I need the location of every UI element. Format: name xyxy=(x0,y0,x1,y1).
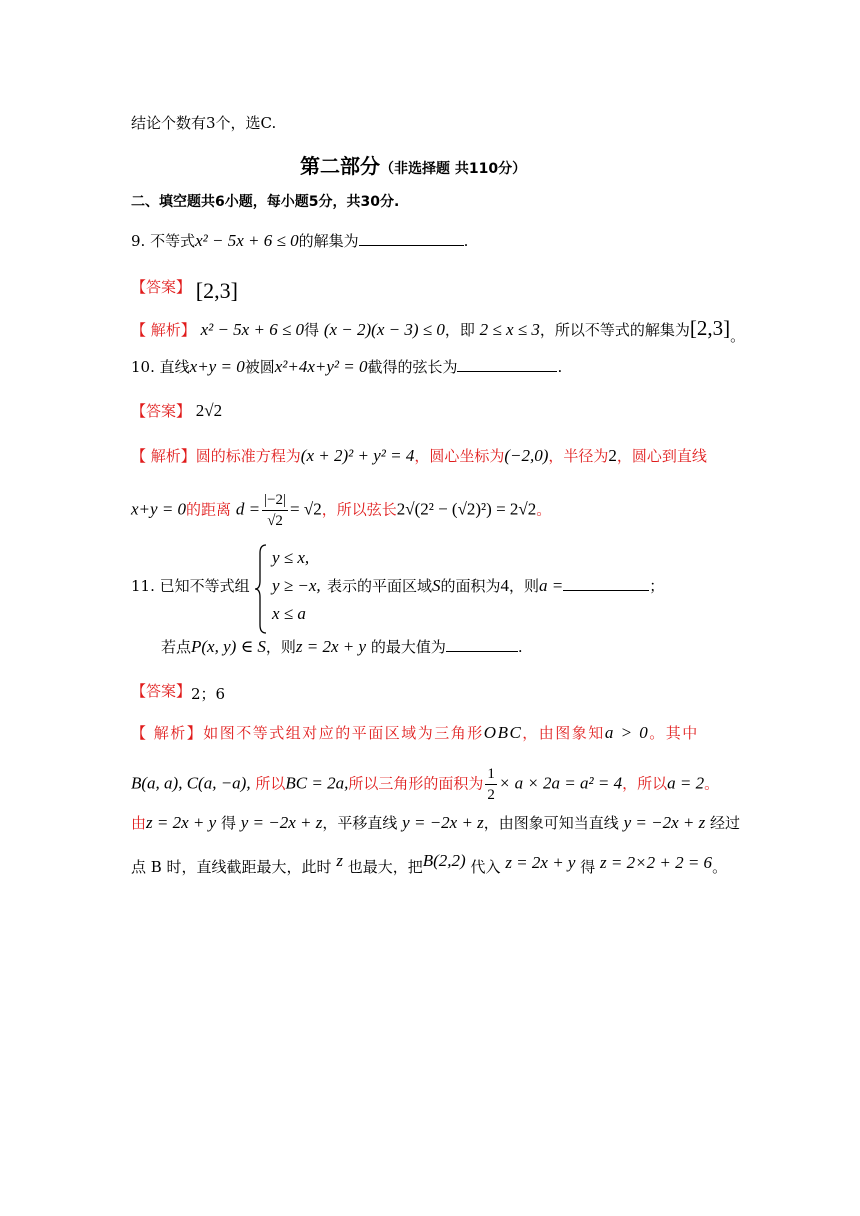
q11-answer-line xyxy=(131,680,225,701)
q10-tail: 截得的弦长为 xyxy=(367,358,458,376)
q10-answer-label: 【答案】 xyxy=(131,402,192,420)
part-title: 第二部分 xyxy=(300,154,380,178)
q10-a1-t4: ，圆心到直线 xyxy=(616,447,707,465)
q9-expr: x² − 5x + 6 ≤ 0 xyxy=(195,231,299,250)
q11-b4-e1: B(2,2) xyxy=(422,851,466,870)
q11-b3-t2: 得 xyxy=(220,814,236,832)
q10-lead: 直线 xyxy=(159,358,190,376)
q10-a1-e1: (x + 2)² + y² = 4 xyxy=(300,446,415,465)
q10-period: . xyxy=(557,358,563,376)
q10-a2-eq: = √2 xyxy=(290,499,322,519)
q10-a2-d: d = xyxy=(235,499,261,519)
q10-answer-line xyxy=(131,400,222,421)
q11-analysis-line1 xyxy=(131,722,699,743)
q9-answer: [2,3] xyxy=(195,278,238,303)
section-header: 二、填空题共6小题，每小题5分，共30分. xyxy=(131,194,400,210)
q11-period: . xyxy=(517,638,523,656)
q11-b1-t2: ，由图象知 xyxy=(522,724,605,742)
q9-analysis-end: 。 xyxy=(730,327,746,345)
q11-b4-t1: 点 B 时，直线截距最大，此时 xyxy=(131,858,332,876)
q10-a2-e1: x+y = 0 xyxy=(131,499,187,519)
q11-b1-t3: 。其中 xyxy=(649,724,699,742)
q11-answer-blank-1 xyxy=(563,576,649,591)
q10-a2-t2: ，所以弦长 xyxy=(321,500,397,519)
q11-b2-e2: BC = 2a, xyxy=(285,773,349,793)
q11-b2-end: 。 xyxy=(704,774,720,793)
question-11 xyxy=(131,575,250,596)
question-9: 9. 不等式x² − 5x + 6 ≤ 0的解集为 . xyxy=(131,231,469,250)
q11-b2-t2: 所以三角形的面积为 xyxy=(348,774,484,793)
q10-answer: 2√2 xyxy=(195,401,223,420)
q10-a2-den: √2 xyxy=(267,513,283,529)
q9-answer-blank xyxy=(359,231,464,246)
q11-tail2: 的面积为 xyxy=(440,577,501,595)
q11-answer-label: 【答案】 xyxy=(131,682,192,700)
q10-a1-e3: 2 xyxy=(608,446,617,465)
q11-b3-t5: 经过 xyxy=(710,814,741,832)
q10-a1-t1: 圆的标准方程为 xyxy=(195,447,301,465)
q11-number: 11. xyxy=(131,577,155,595)
part-subtitle: （非选择题 共110分） xyxy=(380,161,527,177)
q9-answer-label: 【答案】 xyxy=(131,278,192,296)
q11-b2-den: 2 xyxy=(487,787,495,803)
q11-b2-e1: B(a, a), C(a, −a), xyxy=(131,773,251,793)
previous-conclusion: 结论个数有3个，选C. xyxy=(131,114,277,132)
q11-four: 4 xyxy=(500,576,510,595)
q11-b2-e3: × a × 2a = a² = 4 xyxy=(498,773,623,793)
part-heading xyxy=(300,150,526,179)
q10-distance-fraction xyxy=(262,490,288,531)
q11-b1-t1: 如图不等式组对应的平面区域为三角形 xyxy=(203,724,484,742)
q11-b2-t3: ，所以 xyxy=(622,774,668,793)
q9-analysis xyxy=(131,316,746,345)
q9-analysis-label: 【 解析】 xyxy=(131,321,196,339)
q11-b1-OBC: OBC xyxy=(483,723,523,742)
system-row-3: x ≤ a xyxy=(272,604,306,623)
q9-analysis-expr3: 2 ≤ x ≤ 3 xyxy=(479,320,540,339)
q10-a1-t3: ，半径为 xyxy=(548,447,609,465)
q9-analysis-t1: 得 xyxy=(304,321,320,339)
q10-circle-expr: x²+4x+y² = 0 xyxy=(274,357,368,376)
q10-answer-blank xyxy=(457,357,557,372)
system-row-2: y ≥ −x, xyxy=(272,576,321,595)
q9-number: 9. xyxy=(131,232,146,250)
q9-tail: 的解集为 xyxy=(298,232,359,250)
q11-b2-num: 1 xyxy=(485,764,497,785)
q11-a-eq: a = xyxy=(539,576,564,595)
q11-b3-e3: y = −2x + z xyxy=(402,813,484,832)
q11-answer-blank-2 xyxy=(446,637,518,652)
q11-line2-t1: ，则 xyxy=(265,638,296,656)
q10-a1-t2: ，圆心坐标为 xyxy=(414,447,505,465)
q11-analysis-label: 【 解析】 xyxy=(131,724,204,742)
q11-b2-e4: a = 2 xyxy=(667,773,705,793)
q11-line2-t2: 的最大值为 xyxy=(370,638,446,656)
system-brace xyxy=(254,543,270,635)
q11-b4-end: 。 xyxy=(712,858,728,876)
q11-line2-z: z = 2x + y xyxy=(295,637,367,656)
q11-b3-t4: ，由图象可知当直线 xyxy=(483,814,619,832)
q9-analysis-t2: ，即 xyxy=(444,321,475,339)
q9-lead: 不等式 xyxy=(150,232,196,250)
q9-answer-line xyxy=(131,272,238,303)
q10-a2-end: 。 xyxy=(536,500,552,519)
q10-mid: 被圆 xyxy=(244,358,275,376)
q11-b3-e1: z = 2x + y xyxy=(146,813,217,832)
q11-line2-P: P(x, y) ∈ S xyxy=(191,637,266,656)
q11-answer: 2；6 xyxy=(191,685,226,703)
q11-b4-z: z xyxy=(336,851,343,870)
q10-line-expr: x+y = 0 xyxy=(189,357,245,376)
q9-analysis-result: [2,3] xyxy=(689,316,731,340)
q11-analysis-line4 xyxy=(131,851,728,877)
q11-line2-lead: 若点 xyxy=(161,638,192,656)
q11-analysis-line3 xyxy=(131,812,740,833)
q10-analysis-line2 xyxy=(131,490,551,531)
q11-area-fraction xyxy=(485,764,497,805)
q10-a2-t1: 的距离 xyxy=(186,500,232,519)
q11-b4-e3: z = 2×2 + 2 = 6 xyxy=(600,853,713,872)
q10-a1-e2: (−2,0) xyxy=(504,446,549,465)
system-row-1: y ≤ x, xyxy=(272,548,310,567)
q11-b4-t2: 也最大，把 xyxy=(347,858,423,876)
q11-tail3: ，则 xyxy=(509,577,540,595)
q10-analysis-label: 【 解析】 xyxy=(131,447,196,465)
q11-b1-e1: a > 0 xyxy=(604,723,650,742)
q11-b3-e4: y = −2x + z xyxy=(623,813,706,832)
q11-analysis-line2 xyxy=(131,764,719,805)
question-10 xyxy=(131,356,562,377)
q9-analysis-t3: ，所以不等式的解集为 xyxy=(539,321,690,339)
q11-b4-e2: z = 2x + y xyxy=(505,853,576,872)
q11-tail1: 表示的平面区域 xyxy=(327,577,433,595)
q10-analysis-line1 xyxy=(131,445,707,466)
q10-number: 10. xyxy=(131,358,155,376)
q11-b4-t3: 代入 xyxy=(470,858,501,876)
q11-b3-e2: y = −2x + z xyxy=(240,813,323,832)
q11-b4-t4: 得 xyxy=(580,858,596,876)
q11-b3-t3: ，平移直线 xyxy=(322,814,398,832)
q11-semicolon: ； xyxy=(649,577,665,595)
question-11-line2 xyxy=(161,636,523,657)
q9-analysis-expr1: x² − 5x + 6 ≤ 0 xyxy=(200,320,305,339)
q11-S: S xyxy=(432,576,441,595)
q10-a2-e2: 2√(2² − (√2)²) = 2√2 xyxy=(396,499,537,519)
q10-a2-num: |−2| xyxy=(262,490,288,511)
question-11-rest xyxy=(327,575,664,596)
q11-lead: 已知不等式组 xyxy=(159,577,250,595)
q9-analysis-expr2: (x − 2)(x − 3) ≤ 0 xyxy=(323,320,445,339)
q11-b3-t1: 由 xyxy=(131,814,147,832)
q11-b2-t1: 所以 xyxy=(255,774,286,793)
